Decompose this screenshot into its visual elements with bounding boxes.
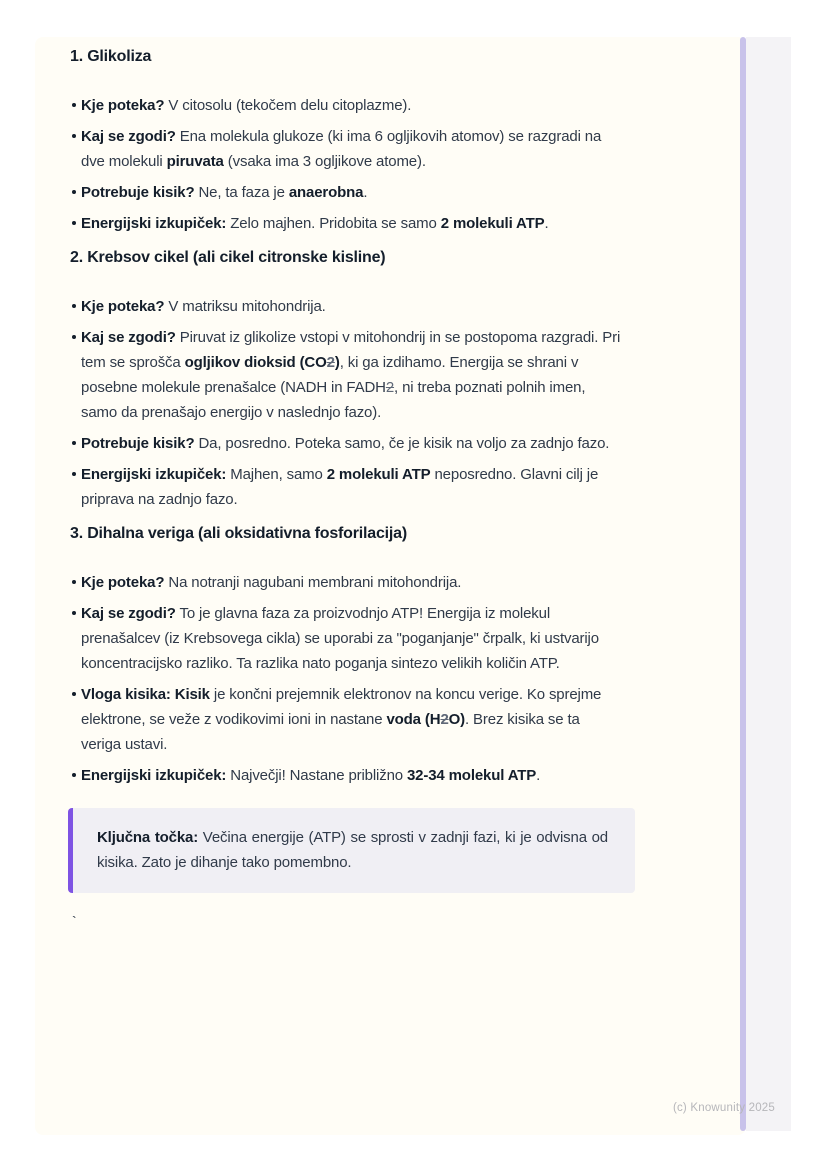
section-heading-dihalna-veriga: 3. Dihalna veriga (ali oksidativna fosforilacija): [70, 525, 407, 542]
bullet-dot-icon: [72, 692, 76, 696]
list-item-text: Kje poteka? V matriksu mitohondrija.: [81, 298, 326, 315]
callout-text: Ključna točka: Večina energije (ATP) se sprosti v zadnji fazi, ki je odvisna od kisika. Zato je dihanje tako pomembno.: [97, 829, 608, 871]
list-item: [70, 431, 622, 456]
key-point-callout: [68, 808, 635, 893]
document-page: [35, 37, 746, 1135]
list-item-text: Potrebuje kisik? Da, posredno. Poteka samo, če je kisik na voljo za zadnjo fazo.: [81, 435, 610, 452]
list-item-text: Kaj se zgodi? Piruvat iz glikolize vstopi v mitohondrij in se postopoma razgradi. Pri tem se sprošča ogljikov dioksid (CO2), ki ga izdihamo. Energija se shrani v posebne molekule prenašalce (NADH in FADH2, ni treba poznati polnih imen, samo da prenašajo energijo v naslednjo fazo).: [81, 329, 621, 421]
list-item: [70, 211, 622, 236]
bullet-dot-icon: [72, 611, 76, 615]
list-item: [70, 570, 622, 595]
list-item: [70, 180, 622, 205]
bullet-dot-icon: [72, 103, 76, 107]
viewer-side-strip: [746, 37, 791, 1131]
list-item-text: Potrebuje kisik? Ne, ta faza je anaerobna.: [81, 184, 368, 201]
list-item: [70, 124, 622, 174]
list-item: [70, 601, 622, 676]
list-item-text: Energijski izkupiček: Zelo majhen. Pridobita se samo 2 molekuli ATP.: [81, 215, 549, 232]
section-list-dihalna-veriga: [70, 570, 622, 788]
bullet-dot-icon: [72, 190, 76, 194]
section-list-glikoliza: [70, 93, 622, 236]
list-item: [70, 294, 622, 319]
bullet-dot-icon: [72, 134, 76, 138]
list-item-text: Kaj se zgodi? To je glavna faza za proizvodnjo ATP! Energija iz molekul prenašalcev (iz Krebsovega cikla) se uporabi za "poganjanje" črpalk, ki ustvarijo koncentracijsko razliko. Ta razlika nato poganja sintezo velikih količin ATP.: [81, 605, 599, 672]
bullet-dot-icon: [72, 441, 76, 445]
list-item: [70, 462, 622, 512]
bullet-dot-icon: [72, 335, 76, 339]
bullet-dot-icon: [72, 773, 76, 777]
section-heading-krebsov-cikel: 2. Krebsov cikel (ali cikel citronske kisline): [70, 249, 386, 266]
section-heading-glikoliza: 1. Glikoliza: [70, 48, 152, 65]
list-item-text: Vloga kisika: Kisik je končni prejemnik elektronov na koncu verige. Ko sprejme elektrone, se veže z vodikovimi ioni in nastane voda (H2O). Brez kisika se ta veriga ustavi.: [81, 686, 602, 753]
page-edge-line: [740, 37, 746, 1131]
list-item: [70, 93, 622, 118]
list-item-text: Energijski izkupiček: Največji! Nastane približno 32-34 molekul ATP.: [81, 767, 541, 784]
bullet-dot-icon: [72, 472, 76, 476]
list-item-text: Kaj se zgodi? Ena molekula glukoze (ki ima 6 ogljikovih atomov) se razgradi na dve molekuli piruvata (vsaka ima 3 ogljikove atome).: [81, 128, 602, 170]
list-item-text: Energijski izkupiček: Majhen, samo 2 molekuli ATP neposredno. Glavni cilj je priprava na zadnjo fazo.: [81, 466, 599, 508]
list-item-text: Kje poteka? V citosolu (tekočem delu citoplazme).: [81, 97, 412, 114]
bullet-dot-icon: [72, 304, 76, 308]
list-item: [70, 763, 622, 788]
stray-backtick-mark: `: [72, 913, 77, 929]
list-item-text: Kje poteka? Na notranji nagubani membrani mitohondrija.: [81, 574, 462, 591]
document-content: [35, 37, 622, 934]
list-item: [70, 682, 622, 757]
section-list-krebsov-cikel: [70, 294, 622, 512]
watermark-text: (c) Knowunity 2025: [672, 1102, 775, 1114]
bullet-dot-icon: [72, 221, 76, 225]
bullet-dot-icon: [72, 580, 76, 584]
list-item: [70, 325, 622, 425]
